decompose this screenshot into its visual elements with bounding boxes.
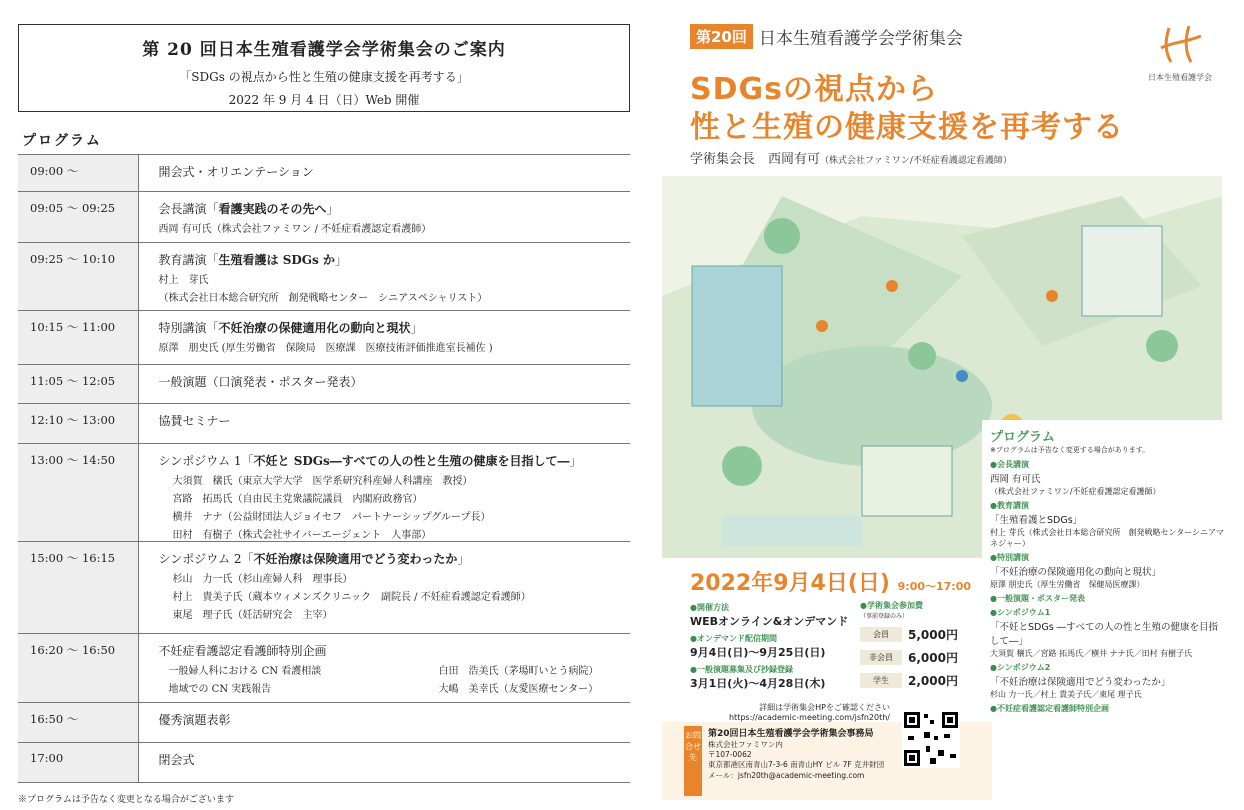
row-time: 16:20 ～ 16:50 [18,634,138,703]
row-title: 閉会式 [158,753,195,767]
poster-header [690,24,963,49]
row-detail: 大嶋 美幸氏（友愛医療センター） [438,684,599,695]
row-detail: 田村 有樹子（株式会社サイバーエージェント 人事部） [172,530,432,541]
row-detail: 一般婦人科における CN 看護相談 [168,666,322,677]
program-document [18,24,630,810]
table-row [18,703,630,743]
poster-info: ●開催方法 WEBオンライン&オンデマンド ●オンデマンド配信期間 9月4日(日)～9月25日(日) ●一般演題募集及び抄録登録 3月1日(火)～4月28日(木) [690,598,970,691]
abstract-value: 3月1日(火)～4月28日(木) [690,677,826,690]
row-detail: 宮路 拓馬氏（自由民主党衆議院議員 内閣府政務官） [172,494,423,505]
row-title: 不妊症看護認定看護師特別企画 [158,644,327,658]
row-time: 11:05 ～ 12:05 [18,365,138,404]
table-row [18,311,630,365]
row-detail: 地域での CN 実践報告 [168,684,272,695]
poster-program [982,420,1232,800]
table-row [18,155,630,192]
row-time: 17:00 [18,743,138,783]
poster-url-link[interactable]: https://academic-meeting.com/jsfn20th/ [728,713,890,722]
table-row [18,542,630,634]
program-line: 西岡 有可氏 [990,474,1041,485]
program-sub: 村上 芽氏（株式会社日本総合研究所 創発戦略センターシニアマネジャー） [990,528,1225,548]
table-row [18,192,630,243]
program-section: ●特別講演 [990,553,1029,562]
table-row [18,634,630,703]
program-section: ●シンポジウム1 [990,608,1051,617]
row-detail: 杉山 力一氏（杉山産婦人科 理事長） [172,574,353,585]
program-sub: 原澤 朋史氏（厚生労働省 保健局医療課） [990,580,1145,589]
row-detail: 村上 芽氏 [158,275,209,286]
row-detail: 横井 ナナ（公益財団法人ジョイセフ パートナーシップグループ長） [172,512,491,523]
poster-program-note: ※プログラムは予告なく変更する場合があります。 [990,446,1150,454]
event-poster [662,10,1236,800]
table-row [18,743,630,783]
row-time: 15:00 ～ 16:15 [18,542,138,634]
header-box [18,24,630,112]
row-title: シンポジウム 1「不妊と SDGs―すべての人の性と生殖の健康を目指して―」 [158,454,582,468]
program-section: ●教育講演 [990,501,1029,510]
poster-program-title: プログラム [990,430,1055,445]
row-detail: 原澤 朋史氏 (厚生労働省 保険局 医療課 医療技術評価推進室長補佐 ) [158,343,493,354]
program-section: ●不妊症看護認定看護師特別企画 [990,704,1109,713]
footnote: ※プログラムは予告なく変更となる場合がございます [18,795,234,805]
logo-mark-icon [1155,22,1205,66]
row-title: シンポジウム 2「不妊治療は保険適用でどう変わったか」 [158,552,470,566]
row-time: 09:25 ～ 10:10 [18,243,138,311]
row-title: 会長講演「看護実践のその先へ」 [158,202,339,216]
row-title: 協賛セミナー [158,414,231,428]
program-line: 「生殖看護とSDGs」 [990,515,1083,526]
event-date: 2022 年 9 月 4 日（日）Web 開催 [228,93,420,107]
society-logo [1140,22,1220,83]
org-name: 日本生殖看護学会学術集会 [758,29,963,49]
table-row [18,404,630,444]
page-title: 第 20 回日本生殖看護学会学術集会のご案内 [142,40,506,60]
row-time: 16:50 ～ [18,703,138,743]
program-line: 「不妊治療の保険適用化の動向と現状」 [990,567,1162,578]
url-box: 詳細は学術集会HPをご確認ください https://academic-meeting.com/jsfn20th/ [690,702,890,722]
fee-table: ●学術集会参加費 （事前登録のみ） 会員 5,000円 非会員 6,000円 学生 2,000円 [860,600,980,689]
row-detail: 大須賀 穣氏（東京大学大学 医学系研究科産婦人科講座 教授） [172,476,473,487]
chair-line: 学術集会長 西岡有可（株式会社ファミワン/不妊症看護認定看護師） [690,152,1012,167]
poster-title-line1: SDGsの視点から [690,72,938,107]
ondemand-value: 9月4日(日)～9月25日(日) [690,646,826,659]
row-detail: 東尾 理子氏（妊活研究会 主宰） [172,610,333,621]
fee-row: 非会員 6,000円 [860,649,980,666]
row-detail: 白田 浩美氏（茅場町いとう病院） [438,666,599,677]
table-row [18,243,630,311]
row-title: 優秀演題表彰 [158,713,231,727]
row-time: 09:05 ～ 09:25 [18,192,138,243]
row-title: 特別講演「不妊治療の保健適用化の動向と現状」 [158,321,423,335]
program-label: プログラム [22,133,102,149]
row-title: 教育講演「生殖看護は SDGs か」 [158,253,347,267]
row-detail: 西岡 有可氏（株式会社ファミワン / 不妊症看護認定看護師） [158,224,432,235]
row-time: 12:10 ～ 13:00 [18,404,138,444]
program-section: ●一般演題・ポスター発表 [990,594,1085,603]
program-section: ●シンポジウム2 [990,663,1051,672]
poster-title-line2: 性と生殖の健康支援を再考する [690,110,1124,145]
contact-email[interactable]: メール：jsfn20th@academic-meeting.com [708,770,865,780]
row-title: 一般演題（口演発表・ポスター発表） [158,375,363,389]
contact-box: お問合せ先 第20回日本生殖看護学会学術集会事務局 株式会社ファミワン内 〒107-0062 東京都港区南青山7-3-6 南青山HY ビル 7F 克井財団 メール：jsfn20th@academic-meeting.com [662,722,992,800]
theme-subtitle: 「SDGs の視点から性と生殖の健康支援を再考する」 [179,70,469,84]
row-time: 10:15 ～ 11:00 [18,311,138,365]
edition-badge: 第20回 [690,24,753,49]
row-time: 09:00 ～ [18,155,138,192]
program-section: ●会長講演 [990,460,1029,469]
program-line: 「不妊とSDGs ―すべての人の性と生殖の健康を目指して―」 [990,622,1218,647]
program-sub: 大須賀 穣氏／宮路 拓馬氏／横井 ナナ氏／田村 有樹子氏 [990,649,1193,658]
program-sub: （株式会社ファミワン/不妊症看護認定看護師） [990,487,1161,496]
fee-row: 学生 2,000円 [860,672,980,689]
fee-row: 会員 5,000円 [860,626,980,643]
program-line: 「不妊治療は保険適用でどう変わったか」 [990,677,1171,688]
table-row [18,444,630,542]
row-detail: （株式会社日本総合研究所 創発戦略センター シニアスペシャリスト） [158,293,488,304]
program-table [18,154,630,783]
qr-code-icon[interactable] [902,710,960,768]
poster-date: 2022年9月4日(日) 9:00～17:00 [690,571,972,596]
table-row [18,365,630,404]
program-sub: 杉山 力一氏／村上 貴美子氏／東尾 理子氏 [990,690,1142,699]
row-time: 13:00 ～ 14:50 [18,444,138,542]
row-title: 開会式・オリエンテーション [158,165,314,179]
logo-text: 日本生殖看護学会 [1148,73,1212,82]
method-value: WEBオンライン&オンデマンド [690,615,849,628]
row-detail: 村上 貴美子氏（蔵本ウィメンズクリニック 副院長 / 不妊症看護認定看護師） [172,592,531,603]
